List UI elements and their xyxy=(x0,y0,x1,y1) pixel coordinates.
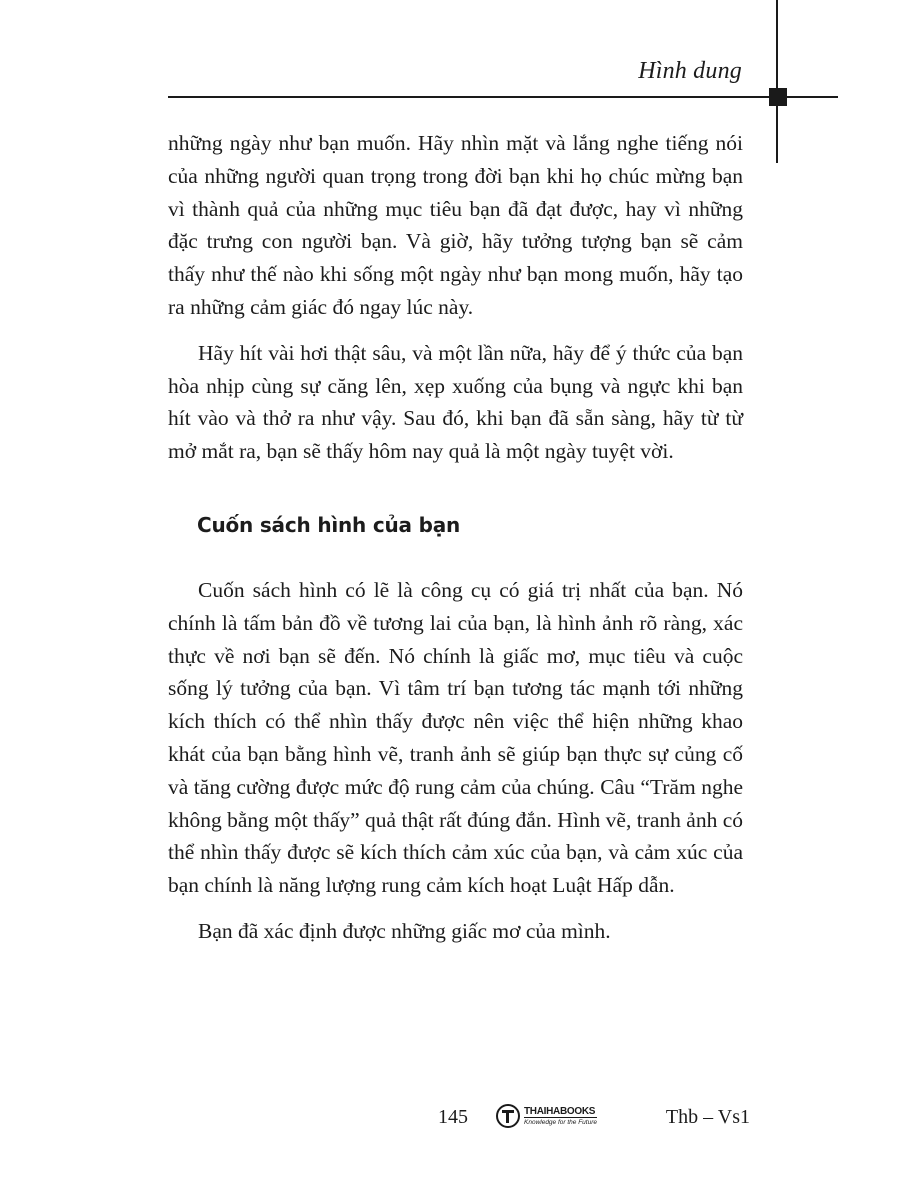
edition-code: Thb – Vs1 xyxy=(665,1106,750,1128)
page-footer xyxy=(0,1102,910,1138)
publisher-logo xyxy=(496,1104,597,1128)
page-body xyxy=(168,127,743,948)
publisher-name: THAIHABOOKS xyxy=(524,1105,596,1117)
publisher-logo-text xyxy=(524,1106,597,1127)
paragraph: những ngày như bạn muốn. Hãy nhìn mặt và lắng nghe tiếng nói của những người quan trọng trong đời bạn khi họ chúc mừng bạn vì thành quả của những mục tiêu bạn đã đạt được, hay vì những đặc trưng con người bạn. Và giờ, hãy tưởng tượng bạn sẽ cảm thấy như thế nào khi sống một ngày như bạn mong muốn, hãy tạo ra những cảm giác đó ngay lúc này. xyxy=(168,131,743,319)
paragraph: Bạn đã xác định được những giấc mơ của mình. xyxy=(198,918,611,943)
paragraph: Cuốn sách hình có lẽ là công cụ có giá trị nhất của bạn. Nó chính là tấm bản đồ về tương lai của bạn, là hình ảnh rõ ràng, xác thực về nơi bạn sẽ đến. Nó chính là giấc mơ, mục tiêu và cuộc sống lý tưởng của bạn. Vì tâm trí bạn tương tác mạnh tới những kích thích có thể nhìn thấy được nên việc thể hiện những khao khát của bạn bằng hình vẽ, tranh ảnh sẽ giúp bạn thực sự củng cố và tăng cường được mức độ rung cảm của chúng. Câu “Trăm nghe không bằng một thấy” quả thật rất đúng đắn. Hình vẽ, tranh ảnh có thể nhìn thấy được sẽ kích thích cảm xúc của bạn, và cảm xúc của bạn chính là năng lượng rung cảm kích hoạt Luật Hấp dẫn. xyxy=(168,577,743,898)
crop-mark-square xyxy=(769,88,787,106)
publisher-tagline: Knowledge for the Future xyxy=(524,1118,597,1126)
crop-mark-vertical xyxy=(776,0,778,163)
publisher-logo-icon xyxy=(496,1104,520,1128)
page-number: 145 xyxy=(438,1106,468,1128)
section-heading: Cuốn sách hình của bạn xyxy=(197,512,461,537)
header-rule xyxy=(168,96,838,98)
paragraph: Hãy hít vài hơi thật sâu, và một lần nữa, hãy để ý thức của bạn hòa nhịp cùng sự căng lên, xẹp xuống của bụng và ngực khi bạn hít vào và thở ra như vậy. Sau đó, khi bạn đã sẵn sàng, hãy từ từ mở mắt ra, bạn sẽ thấy hôm nay quả là một ngày tuyệt vời. xyxy=(168,340,743,464)
running-title: Hình dung xyxy=(638,58,742,84)
